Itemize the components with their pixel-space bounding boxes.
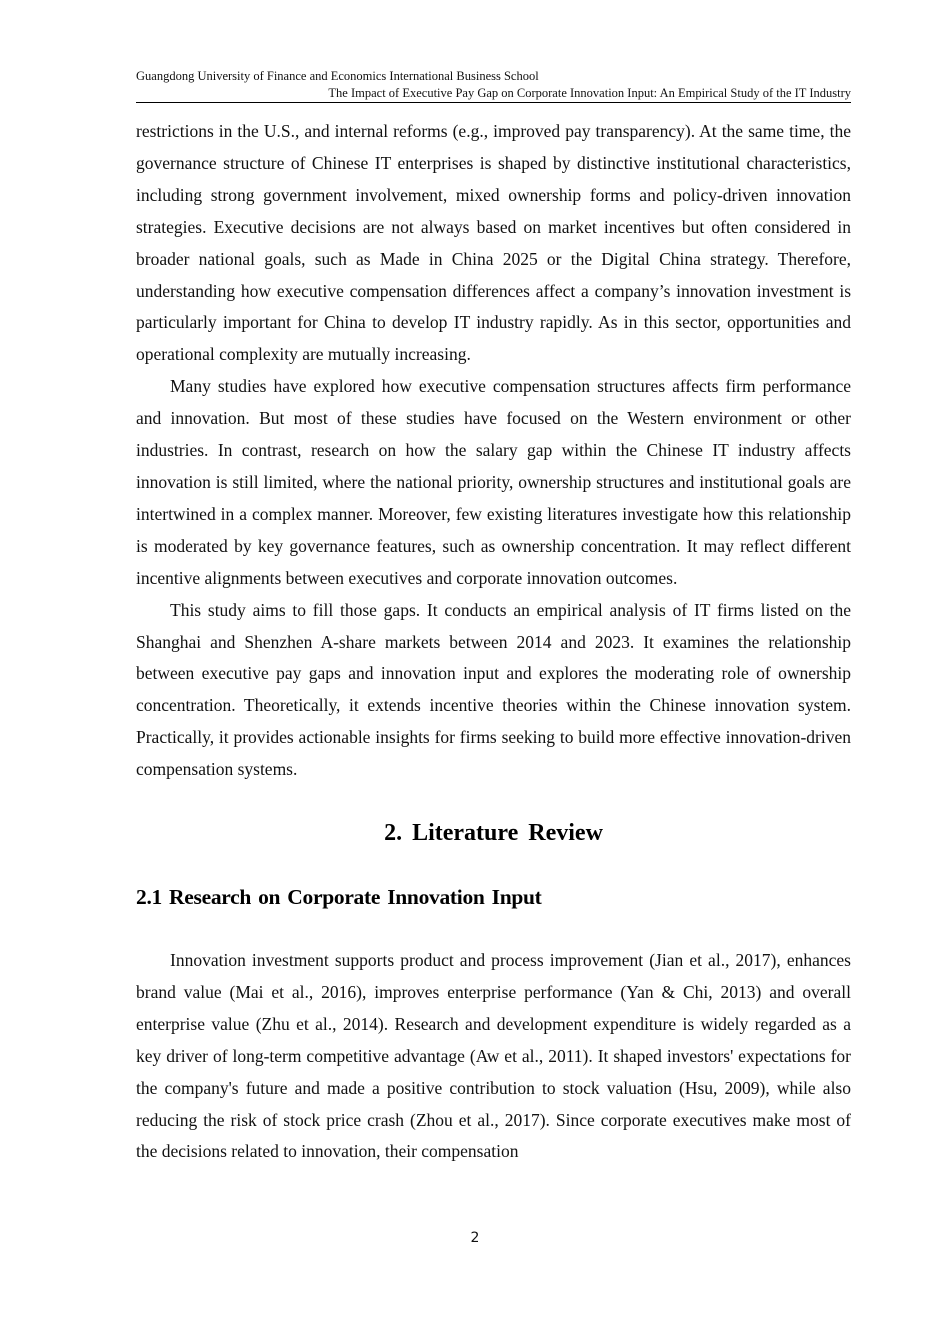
paragraph-3: This study aims to fill those gaps. It conducts an empirical analysis of IT firms listed on the Shanghai and Shenzhen A-share markets between 2014 and 2023. It examines the relationship between executive pay gaps and innovation input and explores the moderating role of ownership concentration. Theoretically, it extends incentive theories within the Chinese innovation system. Practically, it provides actionable insights for firms seeking to build more effective innovation-driven compensation systems. <box>136 599 851 780</box>
paragraph-1: restrictions in the U.S., and internal reforms (e.g., improved pay transparency). At the same time, the governance structure of Chinese IT enterprises is shaped by distinctive institutional characteristics, including strong government involvement, mixed ownership forms and policy-driven innovation strategies. Executive decisions are not always based on market incentives but often considered in broader national goals, such as Made in China 2025 or the Digital China strategy. Therefore, understanding how executive compensation differences affect a company’s innovation investment is particularly important for China to develop IT industry rapidly. As in this sector, opportunities and operational complexity are mutually increasing. <box>136 121 851 365</box>
paragraph-4: Innovation investment supports product and process improvement (Jian et al., 2017), enhances brand value (Mai et al., 2016), improves enterprise performance (Yan & Chi, 2013) and overall enterprise value (Zhu et al., 2014). Research and development expenditure is widely regarded as a key driver of long-term competitive advantage (Aw et al., 2011). It shaped investors' expectations for the company's future and made a positive contribution to stock valuation (Hsu, 2009), while also reducing the risk of stock price crash (Zhou et al., 2017). Since corporate executives make most of the decisions related to innovation, their compensation <box>136 950 851 1162</box>
header-school-name: Guangdong University of Finance and Economics International Business School <box>136 69 539 83</box>
section-heading: 2. Literature Review <box>384 819 603 846</box>
spacer <box>136 929 851 945</box>
body-text <box>136 116 851 1168</box>
spacer <box>136 786 851 801</box>
page-number: 2 <box>470 1230 480 1246</box>
subsection-heading: 2.1 Research on Corporate Innovation Input <box>136 884 542 909</box>
header-rule <box>136 102 851 103</box>
running-header <box>136 68 851 102</box>
header-paper-title: The Impact of Executive Pay Gap on Corporate Innovation Input: An Empirical Study of the IT Industry <box>328 86 851 100</box>
paragraph-2: Many studies have explored how executive compensation structures affects firm performance and innovation. But most of these studies have focused on the Western environment or other industries. In contrast, research on how the salary gap within the Chinese IT industry affects innovation is still limited, where the national priority, ownership structures and institutional goals are intertwined in a complex manner. Moreover, few existing literatures investigate how this relationship is moderated by key governance features, such as ownership concentration. It may reflect different incentive alignments between executives and corporate innovation outcomes. <box>136 376 851 588</box>
